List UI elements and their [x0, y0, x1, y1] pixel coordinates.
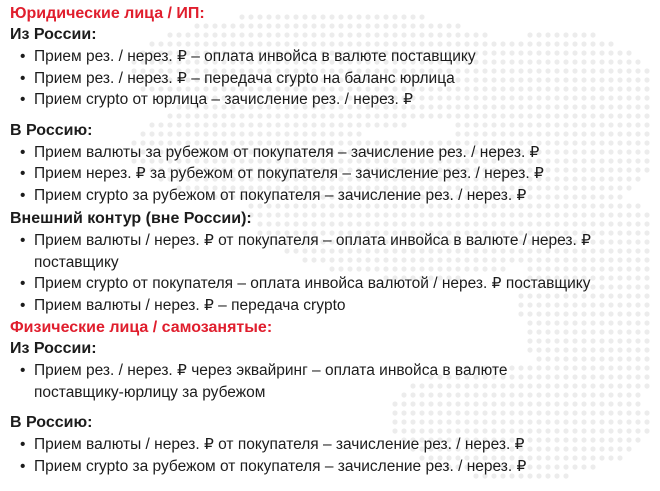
list-item [10, 89, 655, 111]
legal-external-title: Внешний контур (вне России): [10, 210, 252, 227]
list-item [10, 46, 655, 68]
list-item-text: Прием crypto за рубежом от покупателя – зачисление рез. / нерез. ₽ [34, 186, 527, 204]
list-item-text: Прием валюты за рубежом от покупателя – зачисление рез. / нерез. ₽ [34, 143, 540, 161]
legal-from-russia-list [10, 46, 655, 111]
bullet-icon: • [20, 165, 26, 182]
list-item-text: Прием crypto от покупателя – оплата инвойса валютой / нерез. ₽ поставщику [34, 275, 591, 292]
list-item-text: Прием crypto от юрлица – зачисление рез. / нерез. ₽ [34, 91, 413, 108]
list-item [10, 163, 655, 185]
services-list [10, 4, 655, 477]
bullet-icon: • [20, 275, 26, 292]
bullet-icon: • [20, 457, 26, 475]
bullet-icon: • [20, 48, 26, 65]
individuals-from-russia-title: Из России: [10, 340, 97, 357]
list-item-text: Прием валюты / нерез. ₽ – передача crypto [34, 296, 346, 314]
bullet-icon: • [20, 296, 26, 314]
list-item [10, 68, 655, 90]
bullet-icon: • [20, 69, 26, 87]
bullet-icon: • [20, 362, 26, 379]
list-item-text: Прием валюты / нерез. ₽ от покупателя – зачисление рез. / нерез. ₽ [34, 436, 525, 453]
individuals-to-russia-title: В Россию: [10, 414, 93, 431]
bullet-icon: • [20, 186, 26, 204]
individuals-title: Физические лица / самозанятые: [10, 319, 273, 336]
list-item [10, 273, 655, 295]
list-item-text: Прием рез. / нерез. ₽ через эквайринг – оплата инвойса в валюте поставщику-юрлицу за рубежом [34, 362, 508, 401]
list-item [10, 456, 655, 478]
bullet-icon: • [20, 436, 26, 453]
list-item-text: Прием валюты / нерез. ₽ от покупателя – оплата инвойса в валюте / нерез. ₽ поставщику [34, 232, 592, 271]
legal-to-russia-list [10, 142, 655, 207]
list-item [10, 434, 655, 456]
list-item-text: Прием нерез. ₽ за рубежом от покупателя – зачисление рез. / нерез. ₽ [34, 165, 544, 182]
bullet-icon: • [20, 91, 26, 108]
individuals-from-russia-list [10, 360, 655, 403]
legal-to-russia-title: В Россию: [10, 121, 93, 139]
list-item [10, 295, 655, 317]
list-item-text: Прием crypto за рубежом от покупателя – зачисление рез. / нерез. ₽ [34, 457, 527, 475]
individuals-to-russia-list [10, 434, 655, 477]
bullet-icon: • [20, 232, 26, 249]
legal-external-list [10, 230, 655, 316]
list-item-text: Прием рез. / нерез. ₽ – оплата инвойса в валюте поставщику [34, 48, 476, 65]
list-item [10, 185, 655, 207]
list-item [10, 142, 655, 164]
legal-entities-title: Юридические лица / ИП: [10, 5, 205, 22]
legal-from-russia-title: Из России: [10, 26, 97, 43]
list-item-text: Прием рез. / нерез. ₽ – передача crypto на баланс юрлица [34, 69, 455, 87]
list-item [10, 360, 554, 403]
bullet-icon: • [20, 143, 26, 161]
list-item [10, 230, 655, 273]
